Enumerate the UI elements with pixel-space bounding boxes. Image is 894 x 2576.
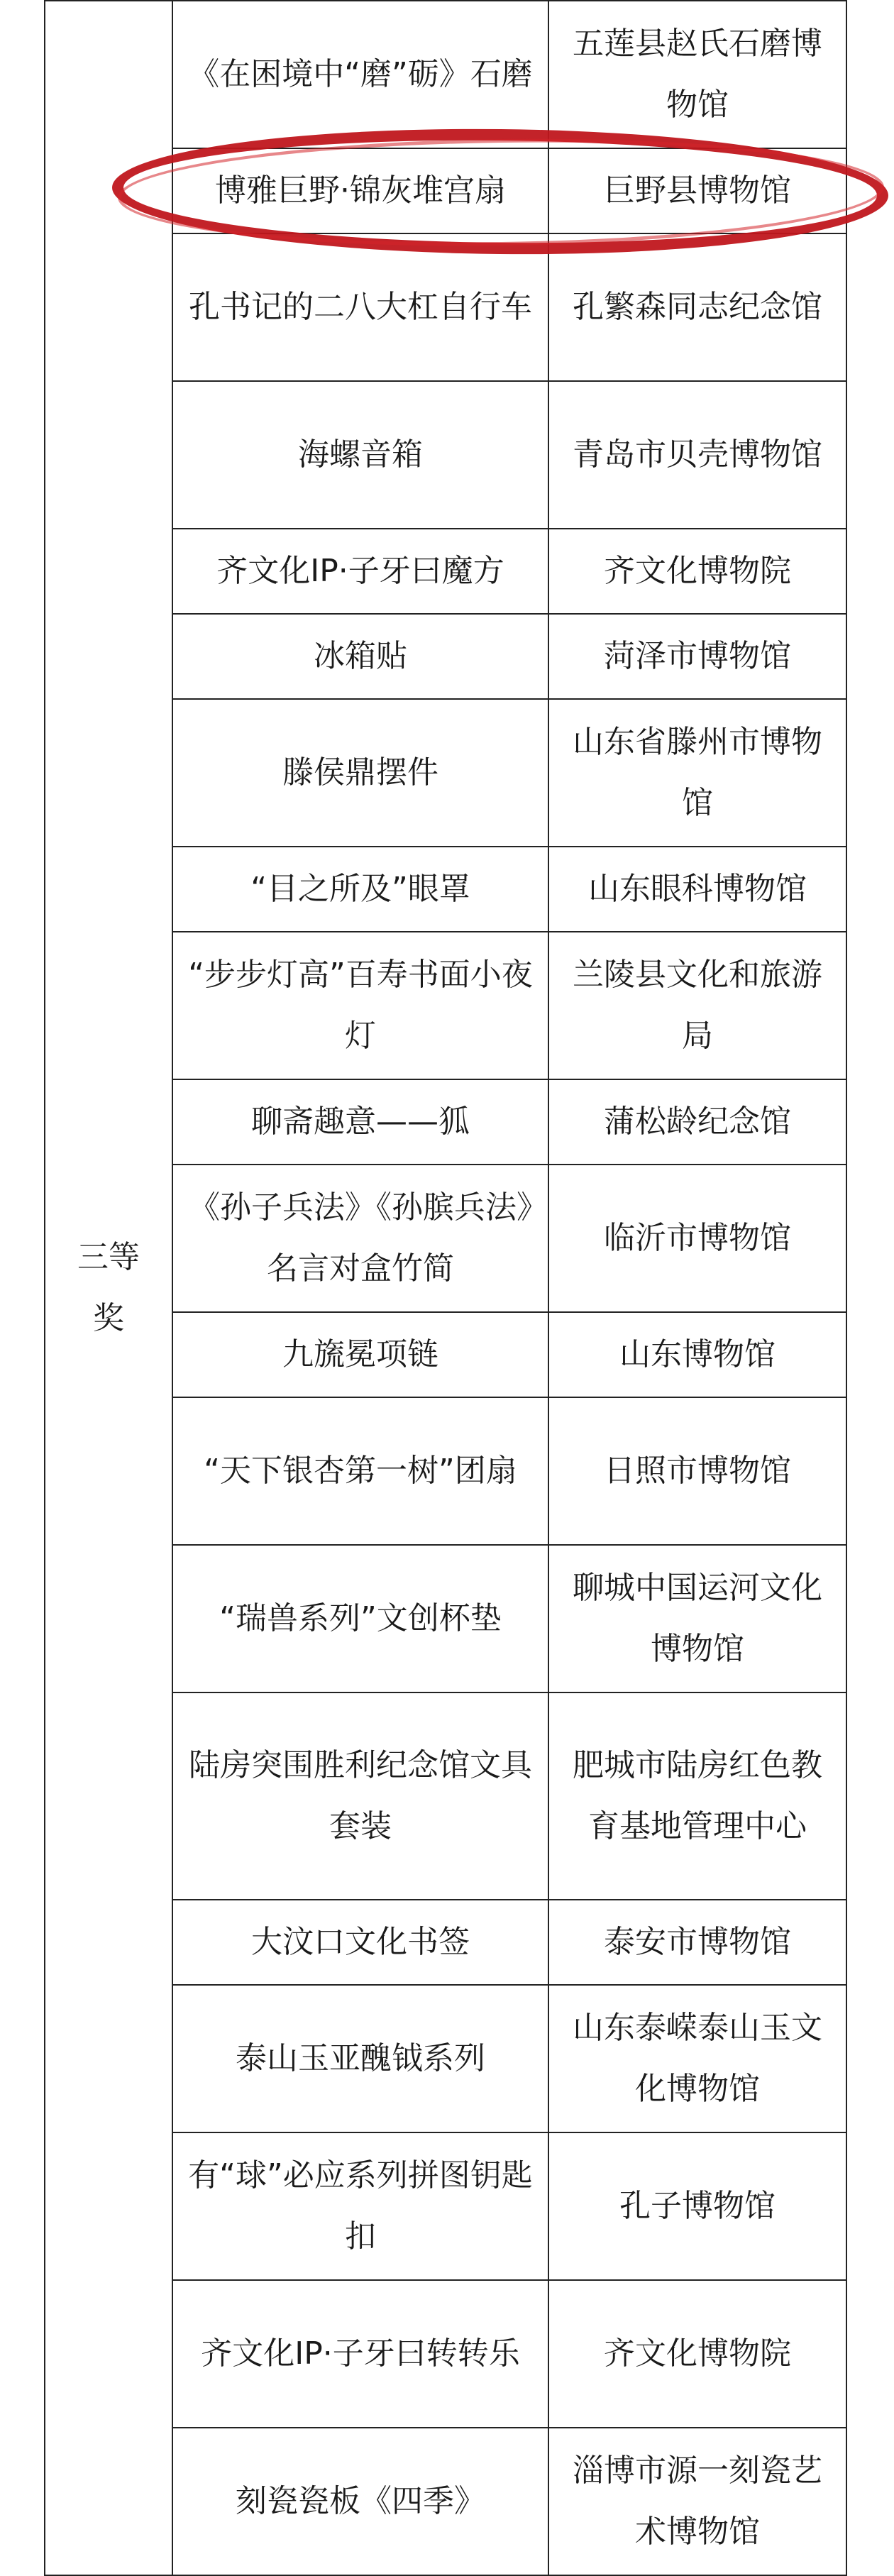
award-level-cell: 三等奖	[45, 1, 172, 2575]
unit-name-cell: 淄博市源一刻瓷艺术博物馆	[548, 2428, 846, 2575]
unit-name-cell: 巨野县博物馆	[548, 148, 846, 233]
item-name-cell: 泰山玉亚醜钺系列	[172, 1985, 548, 2132]
item-name-cell: 聊斋趣意——狐	[172, 1079, 548, 1165]
unit-name-cell: 肥城市陆房红色教育基地管理中心	[548, 1692, 846, 1900]
item-name-cell: 滕侯鼎摆件	[172, 699, 548, 847]
unit-name-cell: 山东眼科博物馆	[548, 847, 846, 932]
unit-name-cell: 青岛市贝壳博物馆	[548, 381, 846, 529]
unit-name-cell: 聊城中国运河文化博物馆	[548, 1545, 846, 1692]
unit-name-cell: 齐文化博物院	[548, 2280, 846, 2428]
unit-name-cell: 山东博物馆	[548, 1312, 846, 1397]
table-row	[45, 1, 846, 148]
unit-name-cell: 山东泰嵘泰山玉文化博物馆	[548, 1985, 846, 2132]
unit-name-cell: 临沂市博物馆	[548, 1165, 846, 1312]
item-name-cell: 齐文化IP·子牙曰魔方	[172, 529, 548, 614]
item-name-cell: “目之所及”眼罩	[172, 847, 548, 932]
item-name-cell: “瑞兽系列”文创杯垫	[172, 1545, 548, 1692]
item-name-cell: 有“球”必应系列拼图钥匙扣	[172, 2132, 548, 2280]
unit-name-cell: 日照市博物馆	[548, 1397, 846, 1545]
unit-name-cell: 山东省滕州市博物馆	[548, 699, 846, 847]
award-table	[44, 0, 847, 2576]
unit-name-cell: 蒲松龄纪念馆	[548, 1079, 846, 1165]
item-name-cell: 冰箱贴	[172, 614, 548, 699]
item-name-cell: 孔书记的二八大杠自行车	[172, 233, 548, 381]
unit-name-cell: 兰陵县文化和旅游局	[548, 932, 846, 1079]
item-name-cell: 大汶口文化书签	[172, 1900, 548, 1985]
unit-name-cell: 孔子博物馆	[548, 2132, 846, 2280]
unit-name-cell: 孔繁森同志纪念馆	[548, 233, 846, 381]
item-name-cell: 海螺音箱	[172, 381, 548, 529]
unit-name-cell: 齐文化博物院	[548, 529, 846, 614]
item-name-cell: 刻瓷瓷板《四季》	[172, 2428, 548, 2575]
item-name-cell: 九旒冕项链	[172, 1312, 548, 1397]
unit-name-cell: 五莲县赵氏石磨博物馆	[548, 1, 846, 148]
item-name-cell: 陆房突围胜利纪念馆文具套装	[172, 1692, 548, 1900]
item-name-cell: 《孙子兵法》《孙膑兵法》名言对盒竹简	[172, 1165, 548, 1312]
item-name-cell: 博雅巨野·锦灰堆宫扇	[172, 148, 548, 233]
unit-name-cell: 泰安市博物馆	[548, 1900, 846, 1985]
unit-name-cell: 菏泽市博物馆	[548, 614, 846, 699]
item-name-cell: 《在困境中“磨”砺》石磨	[172, 1, 548, 148]
item-name-cell: “步步灯高”百寿书面小夜灯	[172, 932, 548, 1079]
item-name-cell: 齐文化IP·子牙曰转转乐	[172, 2280, 548, 2428]
item-name-cell: “天下银杏第一树”团扇	[172, 1397, 548, 1545]
